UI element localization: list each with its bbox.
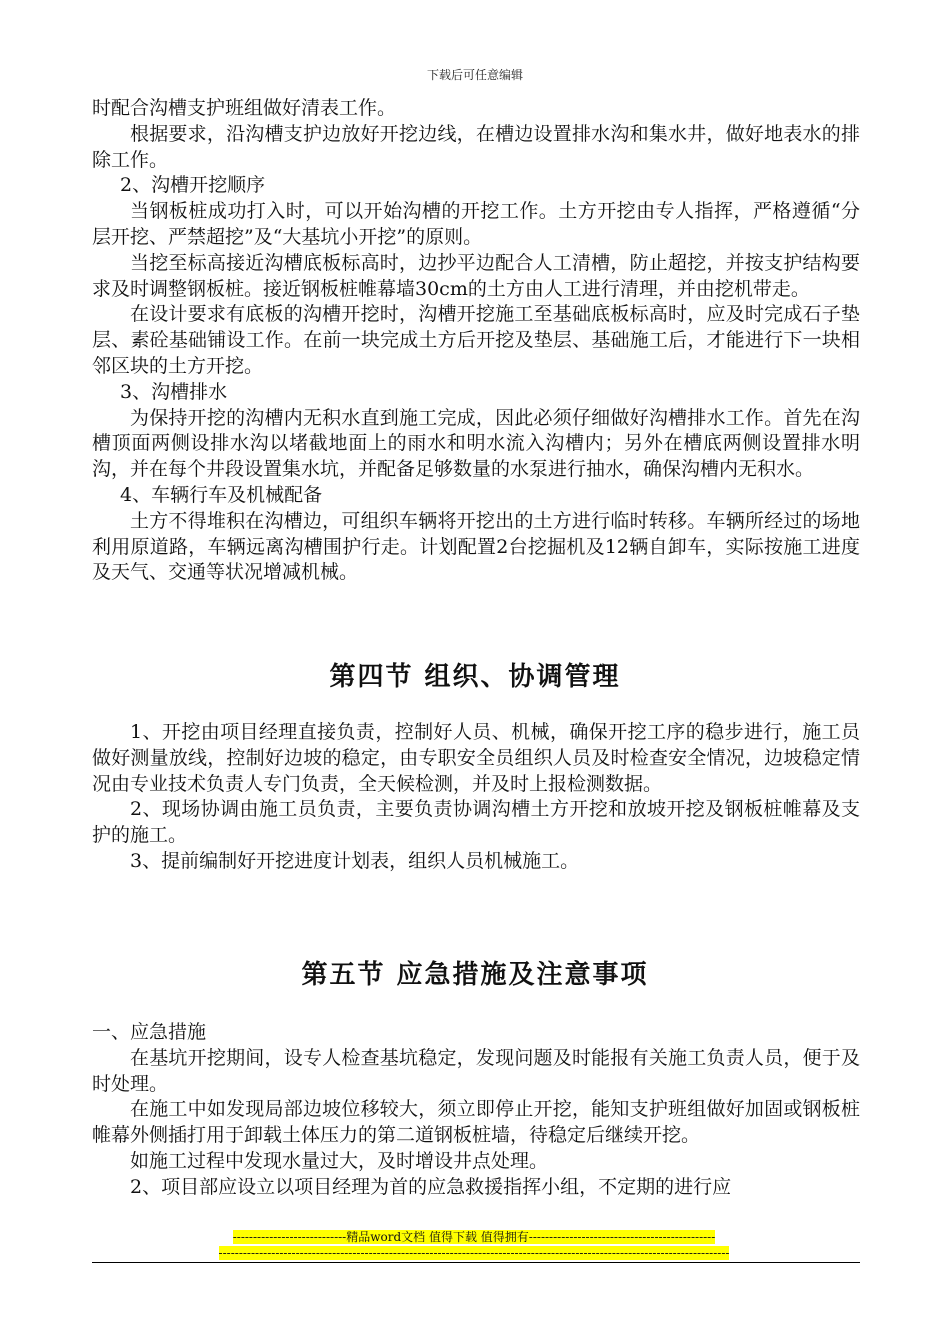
paragraph: 当钢板桩成功打入时，可以开始沟槽的开挖工作。土方开挖由专人指挥，严格遵循“分层开挖、严禁超挖”及“大基坑小开挖”的原则。 <box>92 200 860 248</box>
section-4-body <box>92 720 860 875</box>
footer-rule <box>92 1262 860 1263</box>
paragraph: 当挖至标高接近沟槽底板标高时，边抄平边配合人工清槽，防止超挖，并按支护结构要求及时调整钢板桩。接近钢板桩帷幕墙30cm的土方由人工进行清理，并由挖机带走。 <box>92 251 860 300</box>
paragraph: 2、现场协调由施工员负责，主要负责协调沟槽土方开挖和放坡开挖及钢板桩帷幕及支护的施工。 <box>92 798 860 847</box>
paragraph: 根据要求，沿沟槽支护边放好开挖边线，在槽边设置排水沟和集水井，做好地表水的排除工作。 <box>92 122 860 171</box>
body-text-block-1 <box>92 96 860 586</box>
footer-banner <box>174 1229 774 1261</box>
section-5-title: 第五节 应急措施及注意事项 <box>301 960 649 990</box>
section-4-title: 第四节 组织、协调管理 <box>329 662 621 692</box>
paragraph: 在基坑开挖期间，设专人检查基坑稳定，发现问题及时能报有关施工负责人员，便于及时处理。 <box>92 1046 860 1095</box>
paragraph: 如施工过程中发现水量过大，及时增设井点处理。 <box>130 1149 549 1172</box>
paragraph: 时配合沟槽支护班组做好清表工作。 <box>92 97 397 119</box>
paragraph: 土方不得堆积在沟槽边，可组织车辆将开挖出的土方进行临时转移。车辆所经过的场地利用原道路，车辆远离沟槽围护行走。计划配置2台挖掘机及12辆自卸车，实际按施工进度及天气、交通等状况增减机械。 <box>92 509 860 584</box>
paragraph: 在施工中如发现局部边坡位移较大，须立即停止开挖，能知支护班组做好加固或钢板桩帷幕外侧插打用于卸载土体压力的第二道钢板桩墙，待稳定后继续开挖。 <box>92 1098 860 1147</box>
paragraph: 在设计要求有底板的沟槽开挖时，沟槽开挖施工至基础底板标高时，应及时完成石子垫层、素砼基础铺设工作。在前一块完成土方后开挖及垫层、基础施工后，才能进行下一块相邻区块的土方开挖。 <box>92 303 860 377</box>
subheading: 3、沟槽排水 <box>120 380 228 403</box>
paragraph: 1、开挖由项目经理直接负责，控制好人员、机械，确保开挖工序的稳步进行，施工员做好测量放线，控制好边坡的稳定，由专职安全员组织人员及时检查安全情况，边坡稳定情况由专业技术负责人专门负责，全天候检测，并及时上报检测数据。 <box>92 721 860 795</box>
page-header: 下载后可任意编辑 <box>426 68 523 82</box>
subheading: 2、沟槽开挖顺序 <box>120 174 266 197</box>
section-5-body <box>92 1020 860 1201</box>
paragraph: 2、项目部应设立以项目经理为首的应急救援指挥小组，不定期的进行应 <box>130 1175 732 1198</box>
paragraph: 为保持开挖的沟槽内无积水直到施工完成，因此必须仔细做好沟槽排水工作。首先在沟槽顶面两侧设排水沟以堵截地面上的雨水和明水流入沟槽内；另外在槽底两侧设置排水明沟，并在每个井段设置集水坑，并配备足够数量的水泵进行抽水，确保沟槽内无积水。 <box>92 406 860 481</box>
subheading: 一、应急措施 <box>92 1021 207 1043</box>
footer-banner-line-2: ------------------------------------------------------------------------------------------------------------------------------ <box>218 1246 730 1260</box>
paragraph: 3、提前编制好开挖进度计划表，组织人员机械施工。 <box>130 849 580 872</box>
footer-banner-line-1: ----------------------------精品word文档 值得下载 值得拥有---------------------------------------------- <box>232 1230 716 1244</box>
subheading: 4、车辆行车及机械配备 <box>120 483 323 506</box>
